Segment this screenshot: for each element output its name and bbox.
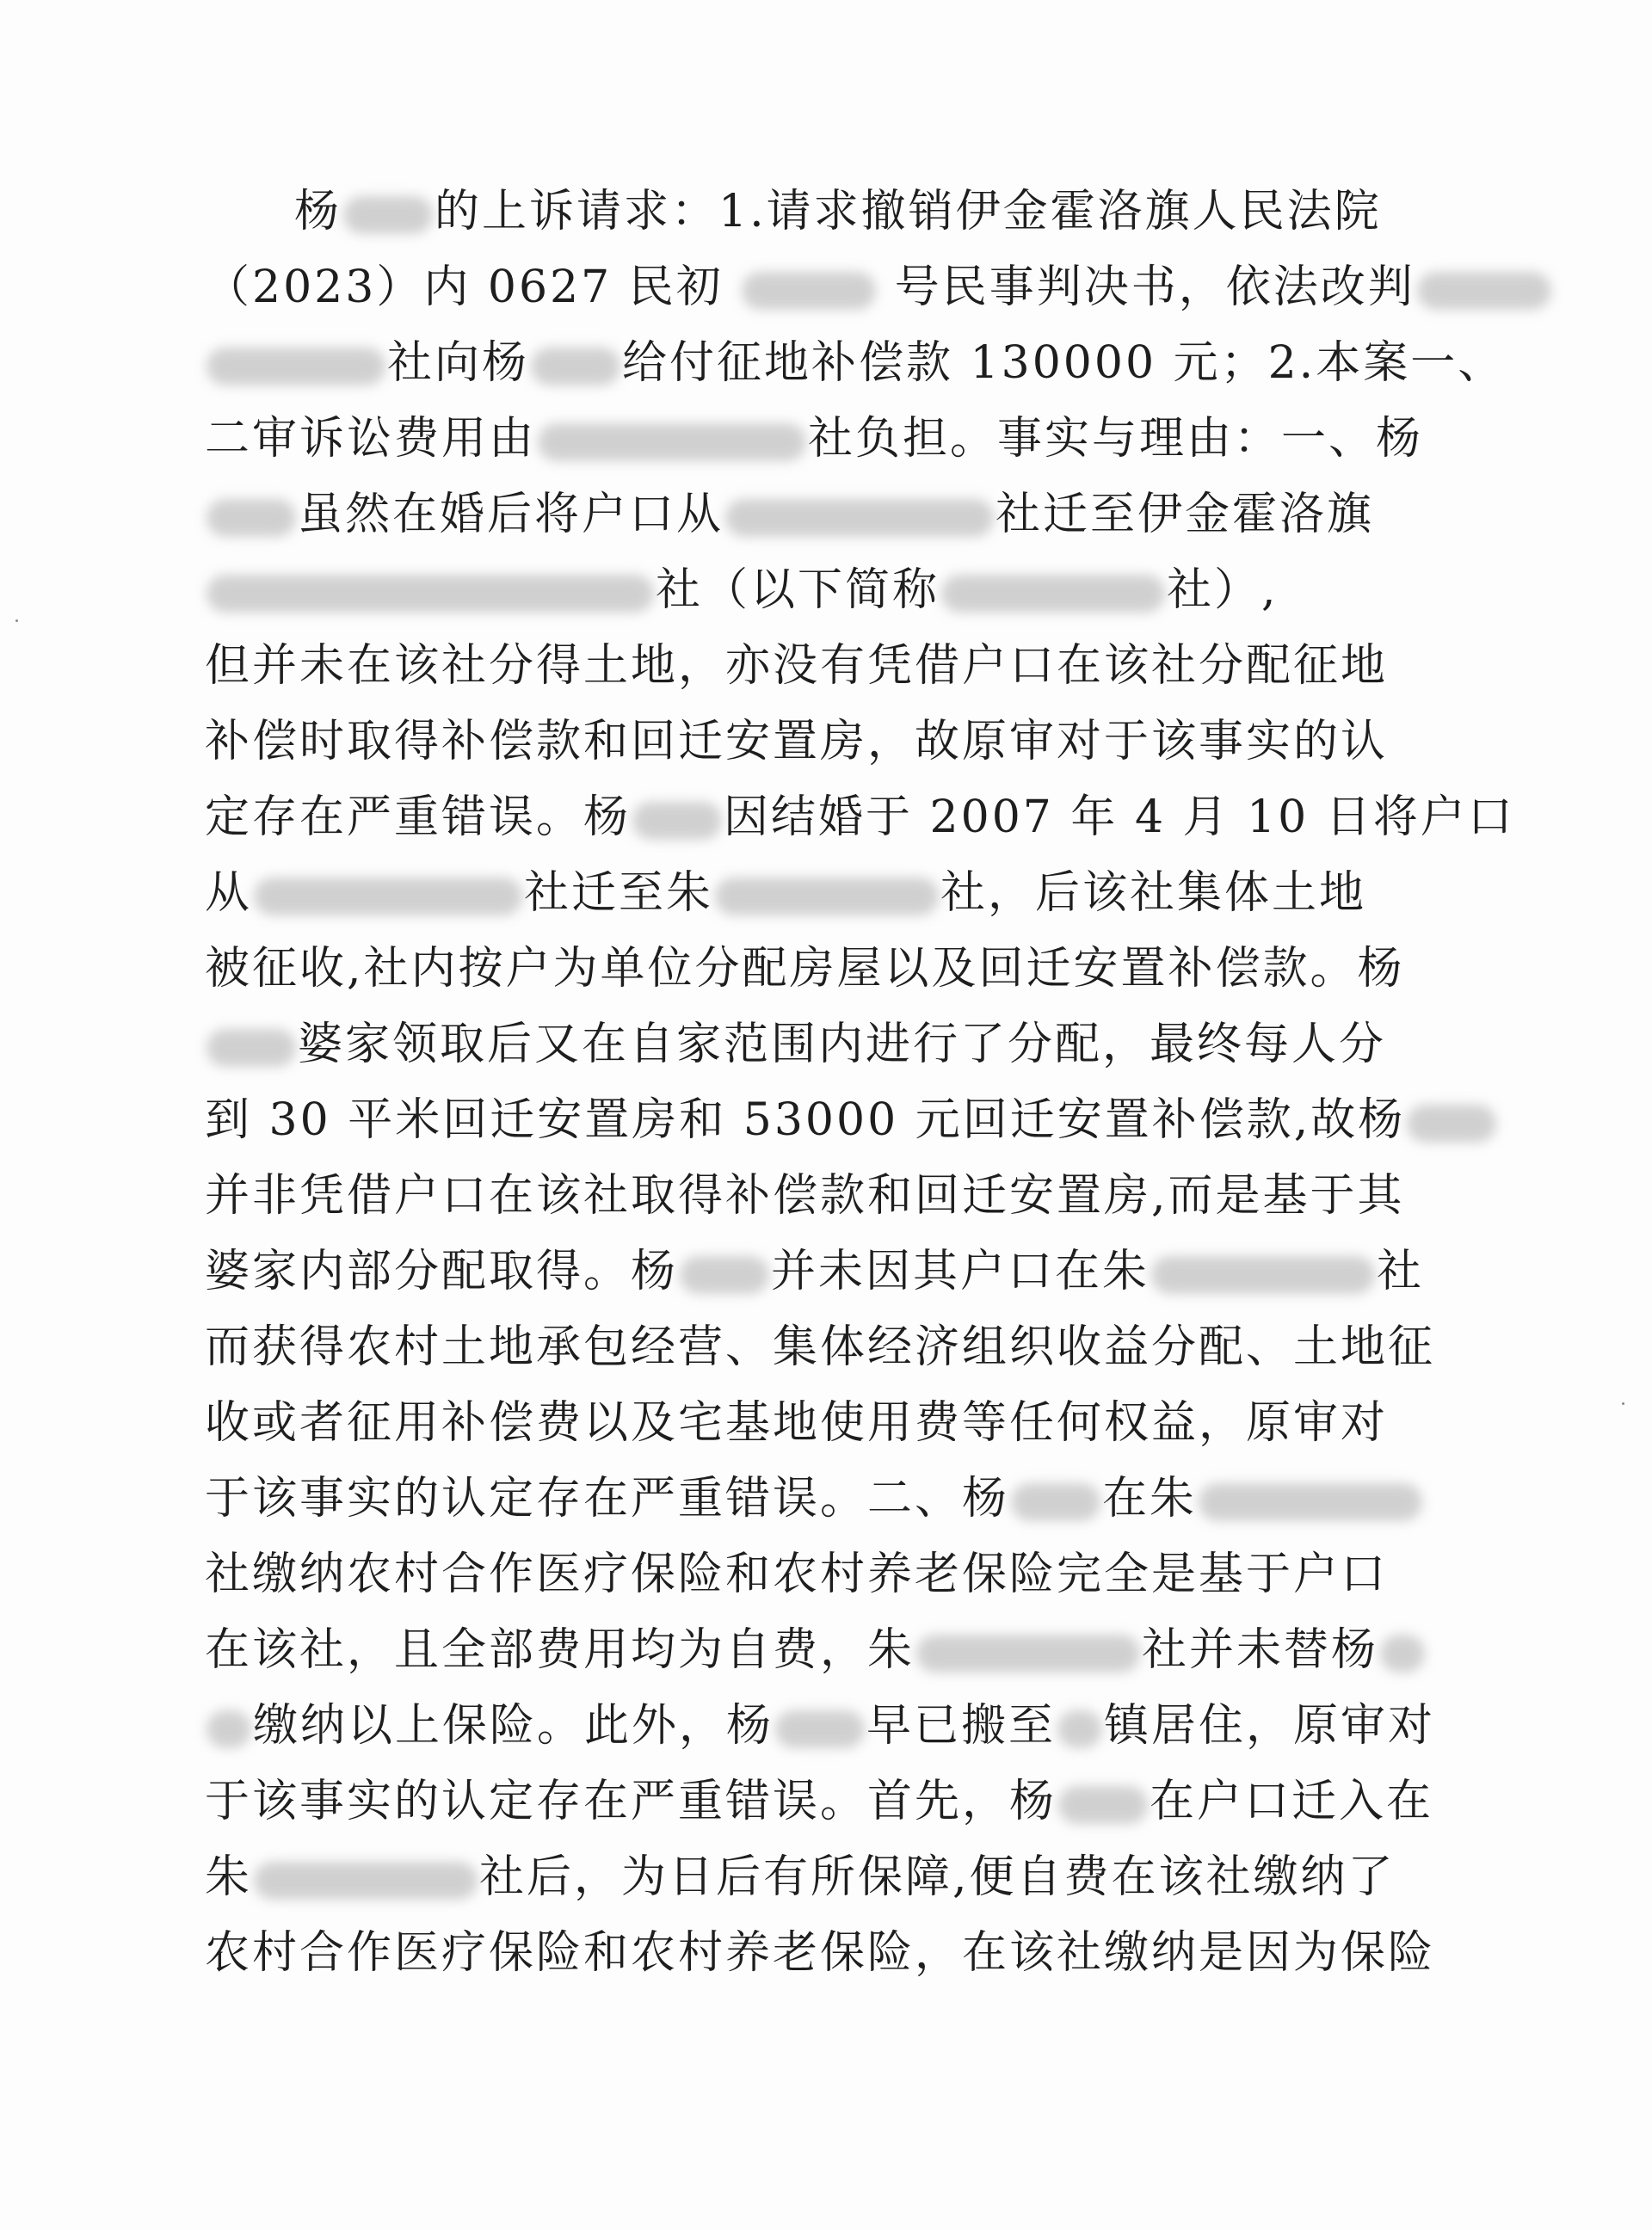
text-segment: 在朱 — [1102, 1473, 1198, 1525]
text-segment: 朱 — [205, 1851, 253, 1903]
text-segment: 婆家内部分配取得。杨 — [205, 1246, 679, 1297]
redacted-text — [742, 272, 876, 310]
redacted-text — [1407, 1105, 1496, 1143]
redacted-text — [1380, 1635, 1425, 1672]
text-segment: 社负担。事实与理由：一、杨 — [808, 413, 1424, 465]
text-line — [205, 706, 1388, 777]
text-segment: 镇居住，原审对 — [1104, 1700, 1436, 1752]
text-line — [205, 1236, 1424, 1307]
text-line — [205, 1766, 1433, 1837]
text-line — [205, 1463, 1424, 1534]
text-segment: 补偿时取得补偿款和回迁安置房，故原审对于该事实的认 — [205, 716, 1389, 767]
text-line — [205, 328, 1505, 398]
text-segment: 社并未替杨 — [1142, 1624, 1379, 1676]
scan-speck — [15, 619, 18, 622]
text-line — [294, 176, 1382, 247]
redacted-text — [916, 1635, 1140, 1672]
text-line — [205, 252, 1553, 323]
redacted-text — [1151, 1256, 1375, 1294]
redacted-text — [680, 1256, 769, 1294]
text-segment: 社，后该社集体土地 — [940, 867, 1367, 919]
redacted-text — [941, 575, 1165, 613]
text-line — [205, 403, 1423, 474]
redacted-text — [1417, 272, 1551, 310]
text-segment: 农村合作医疗保险和农村养老保险，在该社缴纳是因为保险 — [205, 1927, 1436, 1979]
text-segment: 虽然在婚后将户口从 — [298, 489, 724, 540]
text-line — [205, 479, 1374, 550]
redacted-text — [1011, 1483, 1100, 1521]
text-segment: 婆家领取后又在自家范围内进行了分配，最终每人分 — [298, 1019, 1387, 1070]
redacted-text — [1058, 1786, 1148, 1824]
text-segment: 在户口迁入在 — [1150, 1776, 1434, 1827]
redacted-text — [632, 802, 722, 840]
redacted-text — [775, 1710, 865, 1748]
text-line — [205, 1615, 1427, 1685]
redacted-text — [531, 348, 620, 385]
text-line — [205, 1085, 1498, 1155]
redacted-text — [206, 1029, 296, 1067]
text-segment: 被征收,社内按户为单位分配房屋以及回迁安置补偿款。杨 — [205, 943, 1405, 995]
text-line — [205, 631, 1388, 701]
text-line — [205, 858, 1366, 928]
redacted-text — [206, 575, 654, 613]
text-segment: 社缴纳农村合作医疗保险和农村养老保险完全是基于户口 — [205, 1549, 1389, 1600]
redacted-text — [206, 499, 296, 537]
text-segment: 社）, — [1167, 564, 1279, 616]
text-segment: 社迁至伊金霍洛旗 — [996, 489, 1375, 540]
text-line — [205, 1842, 1396, 1913]
text-line — [205, 782, 1515, 853]
text-segment: 的上诉请求：1.请求撤销伊金霍洛旗人民法院 — [435, 186, 1382, 237]
redacted-text — [538, 423, 806, 461]
text-line — [205, 1539, 1388, 1610]
redacted-text — [254, 878, 522, 915]
text-segment: 并非凭借户口在该社取得补偿款和回迁安置房,而是基于其 — [205, 1170, 1405, 1222]
text-segment: 但并未在该社分得土地，亦没有凭借户口在该社分配征地 — [205, 640, 1389, 692]
redacted-text — [715, 878, 939, 915]
text-line — [205, 1918, 1435, 1988]
text-segment: 杨 — [294, 186, 342, 237]
text-line — [205, 933, 1405, 1004]
text-segment: 社迁至朱 — [524, 867, 714, 919]
text-line — [205, 1691, 1435, 1761]
text-segment: 早已搬至 — [866, 1700, 1057, 1752]
text-segment: 并未因其户口在朱 — [771, 1246, 1150, 1297]
text-line — [205, 1161, 1405, 1231]
redacted-text — [1199, 1483, 1422, 1521]
text-segment: 缴纳以上保险。此外，杨 — [253, 1700, 774, 1752]
text-segment: 二审诉讼费用由 — [205, 413, 537, 465]
text-segment: 而获得农村土地承包经营、集体经济组织收益分配、土地征 — [205, 1321, 1436, 1373]
text-segment: 社 — [1377, 1246, 1425, 1297]
redacted-text — [1057, 1710, 1102, 1748]
text-segment: 社后，为日后有所保障,便自费在该社缴纳了 — [479, 1851, 1396, 1903]
redacted-text — [254, 1862, 478, 1900]
text-segment: 收或者征用补偿费以及宅基地使用费等任何权益，原审对 — [205, 1397, 1389, 1449]
scan-speck — [1622, 1402, 1624, 1405]
text-line — [205, 1388, 1388, 1458]
redacted-text — [206, 348, 385, 385]
text-segment: 社（以下简称 — [656, 564, 940, 616]
text-segment: 在该社，且全部费用均为自费，朱 — [205, 1624, 915, 1676]
text-segment: 从 — [205, 867, 253, 919]
text-segment: （2023）内 0627 民初 — [205, 262, 741, 313]
text-segment: 社向杨 — [387, 337, 530, 389]
text-segment: 因结婚于 2007 年 4 月 10 日将户口 — [724, 792, 1515, 843]
text-segment: 给付征地补偿款 130000 元；2.本案一、 — [622, 337, 1506, 389]
text-line — [205, 555, 1279, 625]
text-segment: 于该事实的认定存在严重错误。首先，杨 — [205, 1776, 1057, 1827]
text-segment: 号民事判决书，依法改判 — [878, 262, 1415, 313]
redacted-text — [206, 1710, 251, 1748]
text-segment: 于该事实的认定存在严重错误。二、杨 — [205, 1473, 1010, 1525]
text-segment: 定存在严重错误。杨 — [205, 792, 632, 843]
text-line — [205, 1312, 1435, 1383]
text-line — [205, 1009, 1386, 1080]
redacted-text — [725, 499, 994, 537]
redacted-text — [343, 196, 433, 234]
text-segment: 到 30 平米回迁安置房和 53000 元回迁安置补偿款,故杨 — [205, 1094, 1406, 1146]
